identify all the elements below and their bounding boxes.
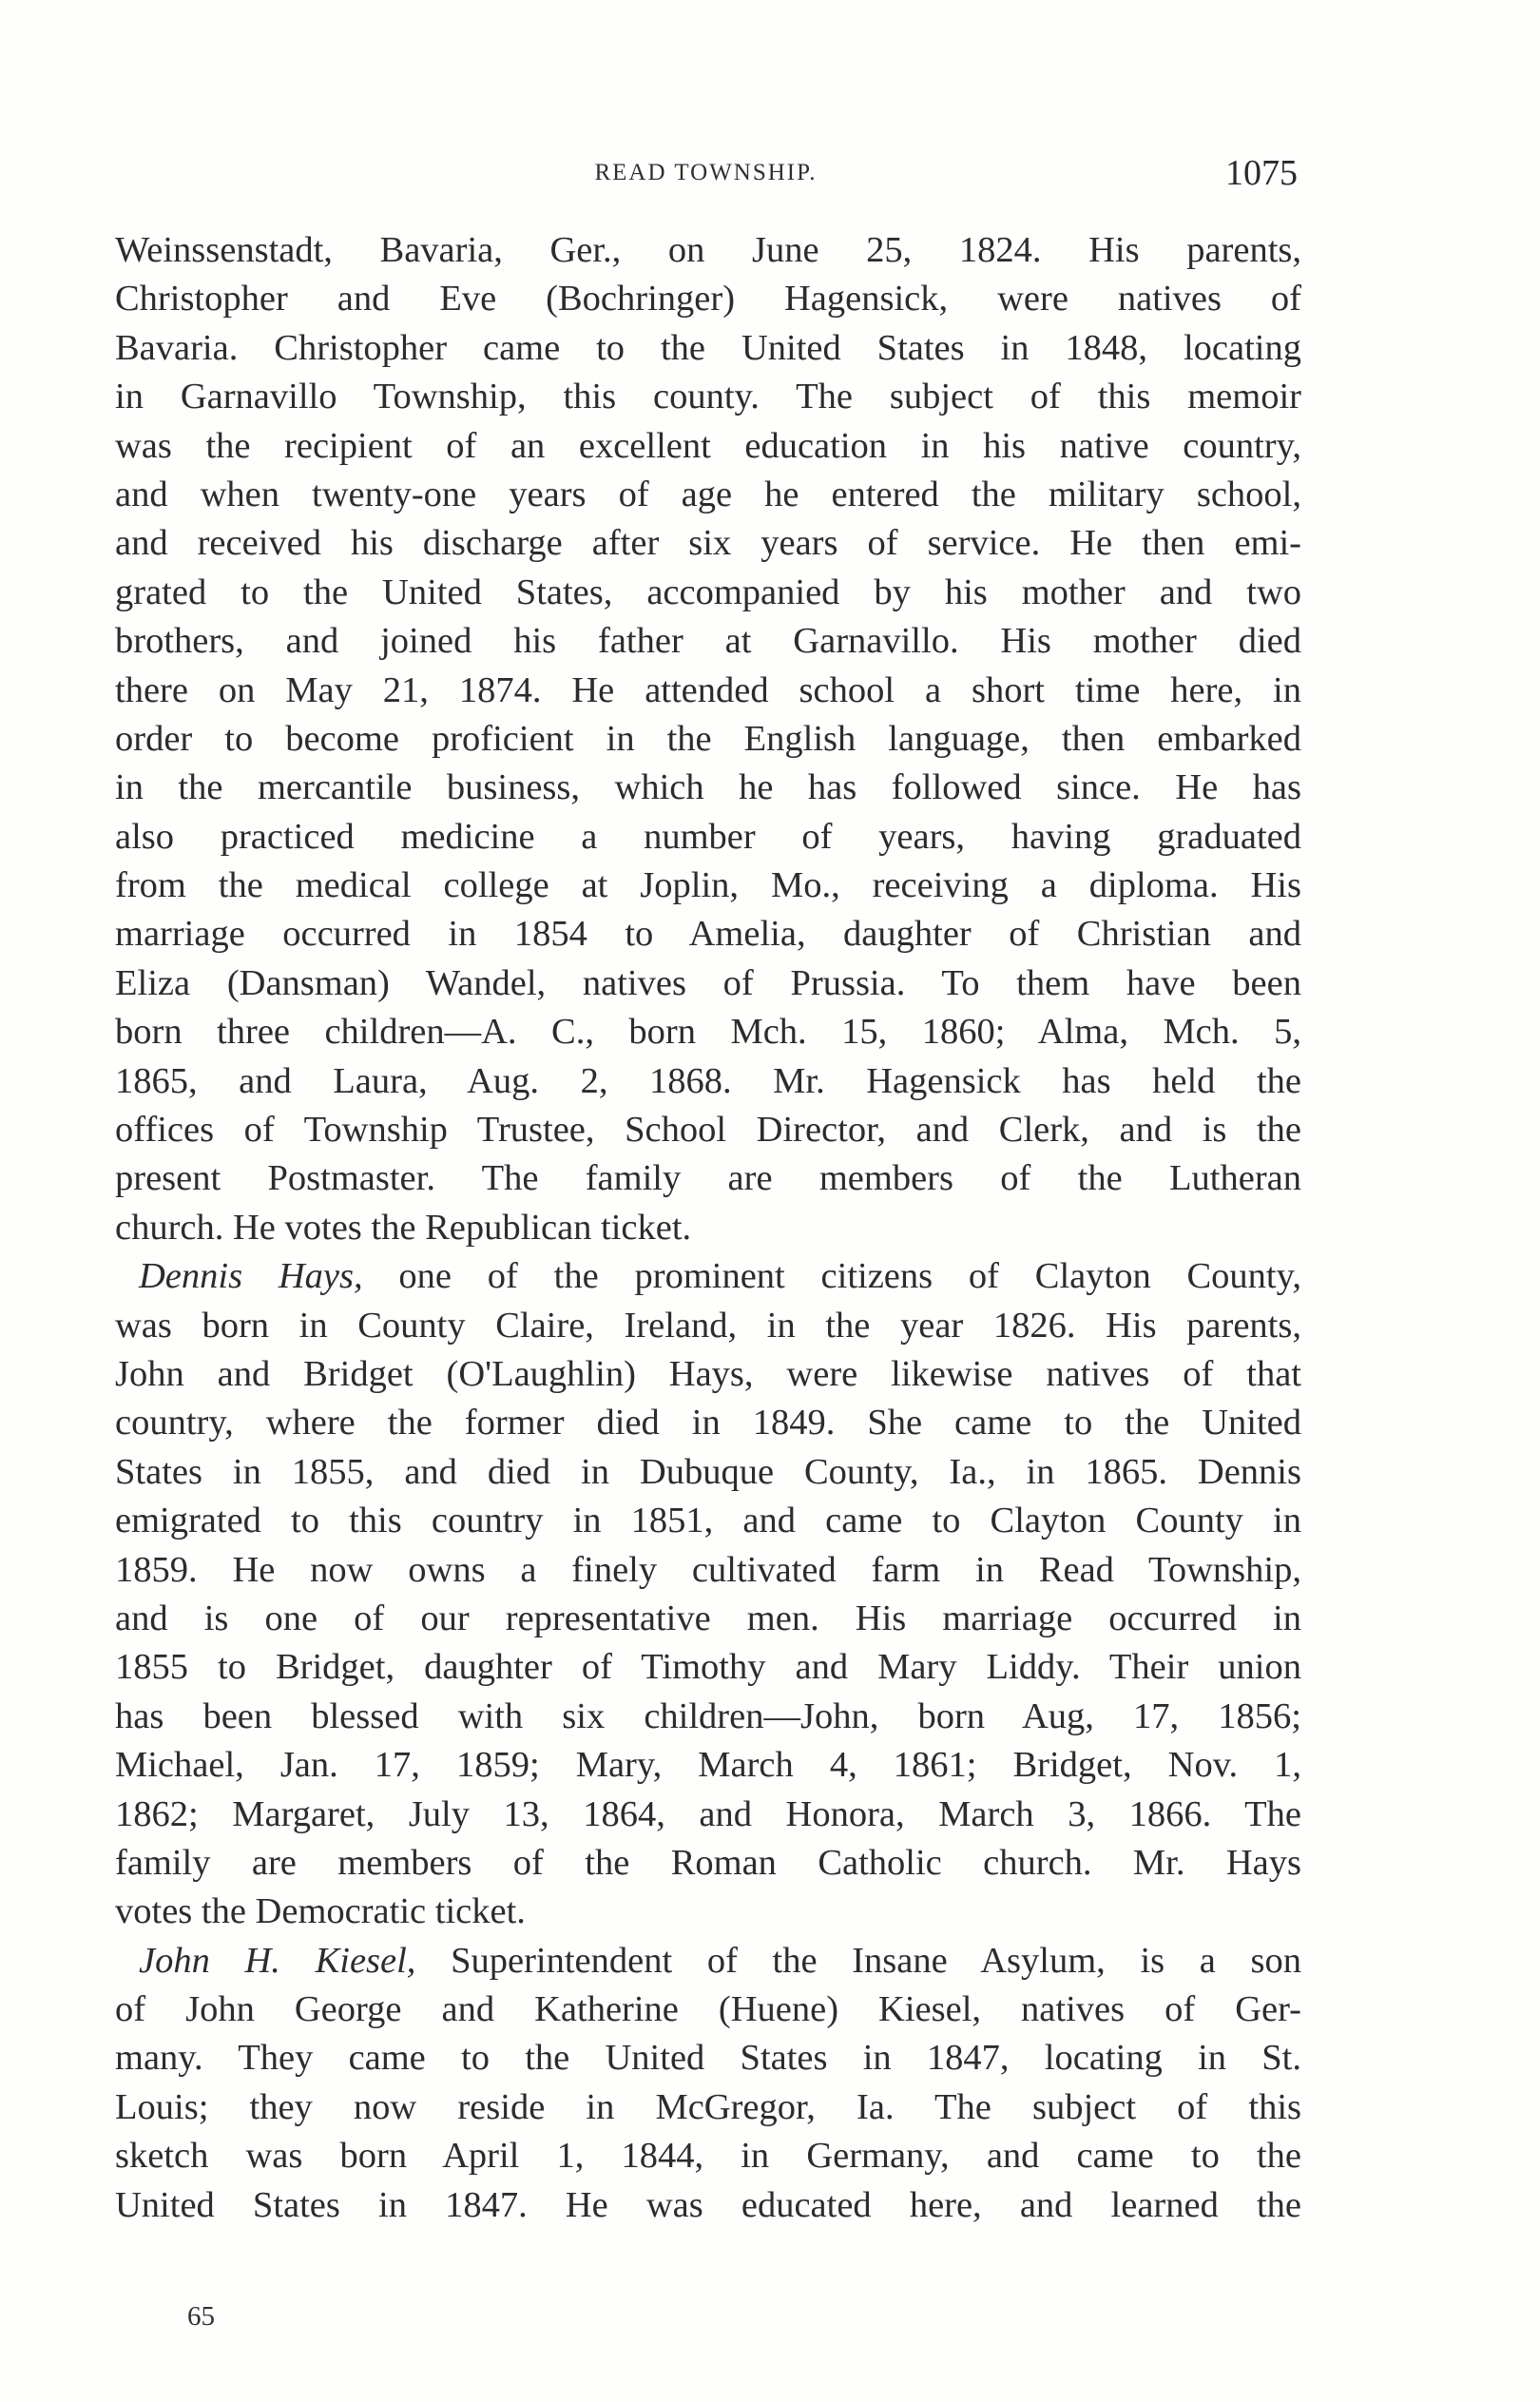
text-line: Eliza (Dansman) Wandel, natives of Prussia. To them have been xyxy=(115,962,1301,1003)
text-line: 1865, and Laura, Aug. 2, 1868. Mr. Hagensick has held the xyxy=(115,1060,1301,1101)
text-line: 1862; Margaret, July 13, 1864, and Honora, March 3, 1866. The xyxy=(115,1793,1301,1834)
biography-name: Dennis Hays, xyxy=(139,1256,363,1297)
text-line: country, where the former died in 1849. She came to the United xyxy=(115,1403,1301,1443)
running-head xyxy=(114,152,1298,196)
page-number: 1075 xyxy=(1225,153,1298,193)
text-line: John and Bridget (O'Laughlin) Hays, were likewise natives of that xyxy=(115,1353,1301,1394)
text-line: there on May 21, 1874. He attended school a short time here, in xyxy=(115,669,1301,710)
text-line: born three children—A. C., born Mch. 15, 1860; Alma, Mch. 5, xyxy=(115,1012,1301,1053)
paragraph-first-line xyxy=(115,1252,1301,1301)
text-line: has been blessed with six children—John, born Aug, 17, 1856; xyxy=(115,1695,1301,1736)
running-title: READ TOWNSHIP. xyxy=(594,160,818,185)
text-run: Superintendent of the Insane Asylum, is a son xyxy=(415,1940,1301,1981)
text-line: brothers, and joined his father at Garnavillo. His mother died xyxy=(115,621,1301,662)
text-line: Bavaria. Christopher came to the United States in 1848, locating xyxy=(115,327,1301,368)
text-line: and received his discharge after six years of service. He then emi- xyxy=(115,523,1301,564)
text-line: offices of Township Trustee, School Director, and Clerk, and is the xyxy=(115,1110,1301,1151)
text-line: also practiced medicine a number of years, having graduated xyxy=(115,816,1301,857)
text-line: order to become proficient in the English language, then embarked xyxy=(115,718,1301,759)
text-line: Weinssenstadt, Bavaria, Ger., on June 25, 1824. His parents, xyxy=(115,230,1301,270)
text-line: and is one of our representative men. His marriage occurred in xyxy=(115,1598,1301,1638)
text-line: in Garnavillo Township, this county. The subject of this memoir xyxy=(115,377,1301,417)
text-line: in the mercantile business, which he has followed since. He has xyxy=(115,767,1301,808)
text-line: emigrated to this country in 1851, and came to Clayton County in xyxy=(115,1501,1301,1541)
text-run: one of the prominent citizens of Clayton County, xyxy=(362,1256,1301,1297)
text-line: votes the Democratic ticket. xyxy=(115,1891,526,1932)
text-line: Louis; they now reside in McGregor, Ia. The subject of this xyxy=(115,2086,1301,2127)
signature-mark: 65 xyxy=(187,2301,215,2332)
text-line: family are members of the Roman Catholic church. Mr. Hays xyxy=(115,1842,1301,1883)
text-line: States in 1855, and died in Dubuque County, Ia., in 1865. Dennis xyxy=(115,1451,1301,1492)
text-line: was born in County Claire, Ireland, in the year 1826. His parents, xyxy=(115,1305,1301,1346)
body-text xyxy=(115,226,1301,2230)
text-line: United States in 1847. He was educated here, and learned the xyxy=(115,2184,1301,2225)
text-line: church. He votes the Republican ticket. xyxy=(115,1207,692,1248)
text-line: and when twenty-one years of age he entered the military school, xyxy=(115,474,1301,514)
paragraph-first-line xyxy=(115,1937,1301,1986)
text-line: many. They came to the United States in 1847, locating in St. xyxy=(115,2038,1301,2079)
text-line: present Postmaster. The family are members of the Lutheran xyxy=(115,1158,1301,1199)
text-line: of John George and Katherine (Huene) Kiesel, natives of Ger- xyxy=(115,1989,1301,2030)
text-line: Michael, Jan. 17, 1859; Mary, March 4, 1861; Bridget, Nov. 1, xyxy=(115,1745,1301,1786)
text-line: 1859. He now owns a finely cultivated farm in Read Township, xyxy=(115,1549,1301,1590)
text-line: marriage occurred in 1854 to Amelia, daughter of Christian and xyxy=(115,914,1301,955)
biography-name: John H. Kiesel, xyxy=(139,1940,416,1981)
text-line: from the medical college at Joplin, Mo., receiving a diploma. His xyxy=(115,865,1301,906)
text-line: Christopher and Eve (Bochringer) Hagensick, were natives of xyxy=(115,279,1301,320)
text-line: sketch was born April 1, 1844, in Germany, and came to the xyxy=(115,2136,1301,2177)
text-line: was the recipient of an excellent education in his native country, xyxy=(115,425,1301,466)
text-line: grated to the United States, accompanied by his mother and two xyxy=(115,571,1301,612)
text-line: 1855 to Bridget, daughter of Timothy and Mary Liddy. Their union xyxy=(115,1647,1301,1688)
